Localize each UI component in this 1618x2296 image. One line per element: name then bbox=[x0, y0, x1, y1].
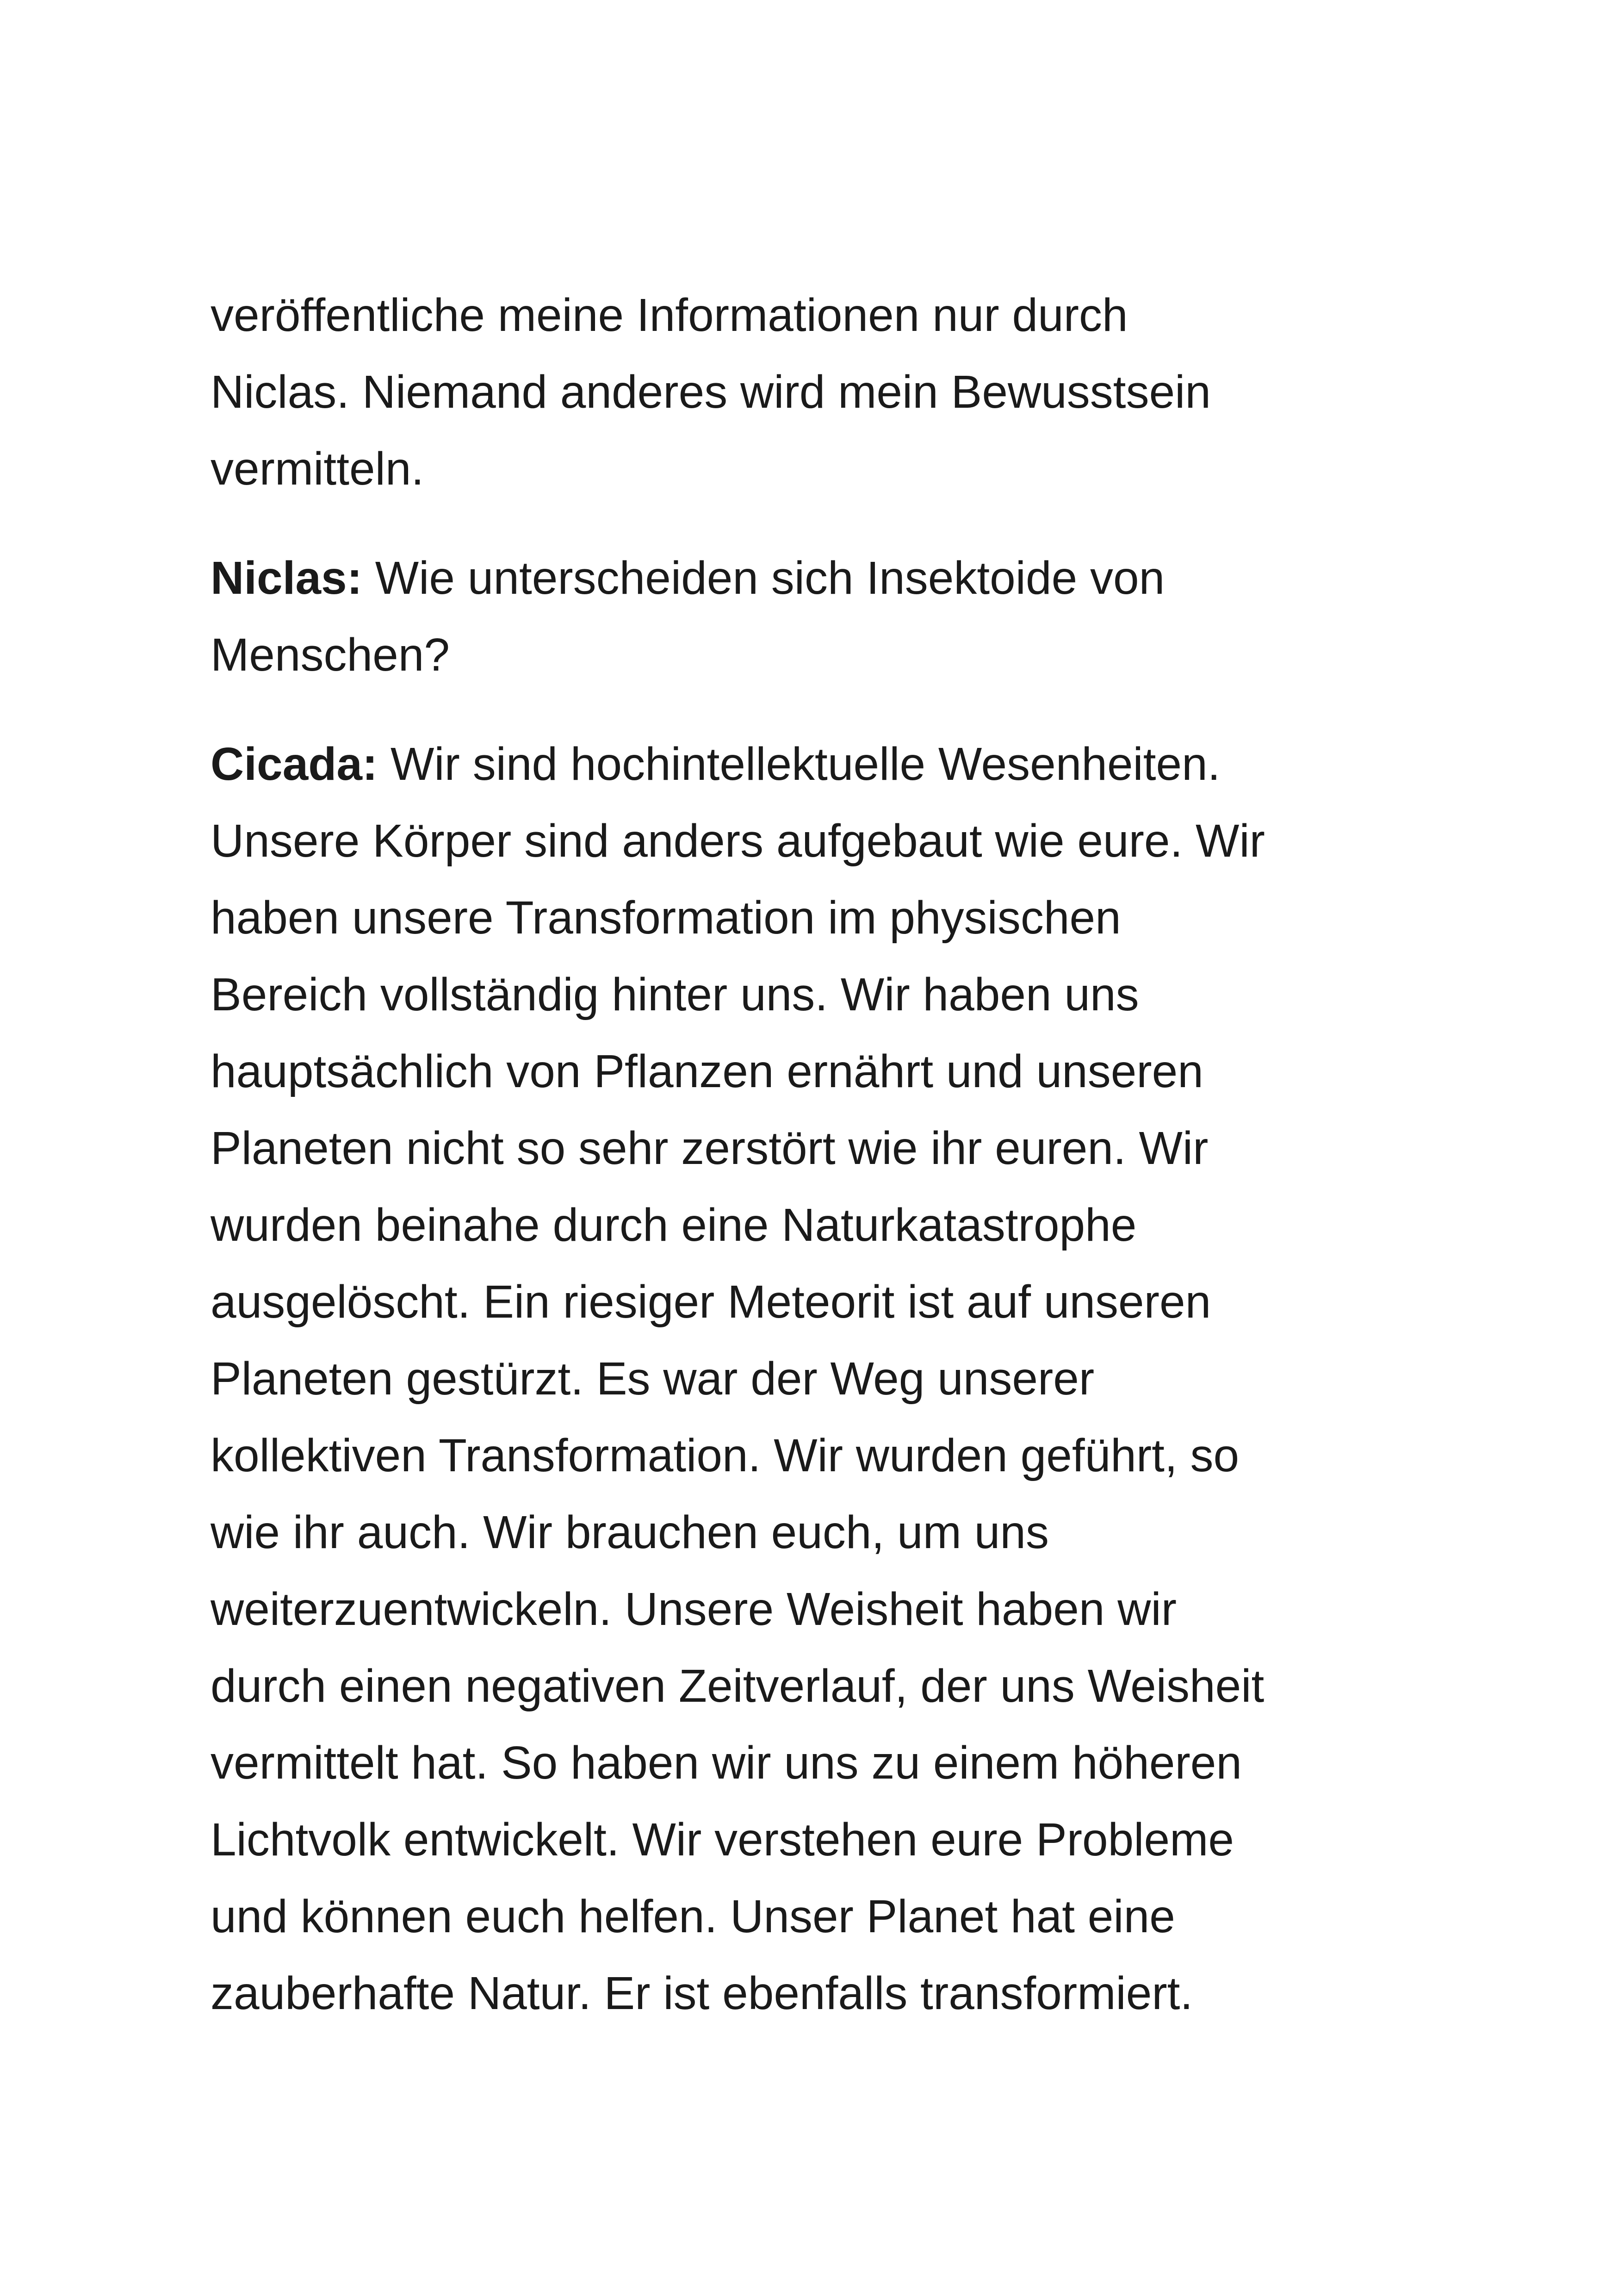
text-line: Unsere Körper sind anders aufgebaut wie eure. Wir bbox=[211, 815, 1265, 867]
text-line: und können euch helfen. Unser Planet hat eine bbox=[211, 1891, 1175, 1942]
document-body bbox=[211, 277, 1423, 2064]
text-line: Planeten gestürzt. Es war der Weg unserer bbox=[211, 1353, 1095, 1405]
text-line: vermitteln. bbox=[211, 443, 424, 495]
text-line: kollektiven Transformation. Wir wurden geführt, so bbox=[211, 1430, 1240, 1481]
speech-text: Wir sind hochintellektuelle Wesenheiten. bbox=[378, 738, 1221, 790]
text-line: weiterzuentwickeln. Unsere Weisheit haben wir bbox=[211, 1583, 1177, 1635]
text-line: veröffentliche meine Informationen nur durch bbox=[211, 289, 1128, 341]
text-line: vermittelt hat. So haben wir uns zu einem höheren bbox=[211, 1737, 1242, 1789]
text-line: Bereich vollständig hinter uns. Wir haben uns bbox=[211, 969, 1139, 1020]
speaker-label: Cicada: bbox=[211, 738, 378, 790]
paragraph-continuation bbox=[211, 277, 1423, 507]
text-line: Lichtvolk entwickelt. Wir verstehen eure Probleme bbox=[211, 1814, 1234, 1866]
text-line bbox=[211, 726, 1423, 803]
paragraph-cicada-answer bbox=[211, 726, 1423, 2032]
text-line bbox=[211, 540, 1423, 616]
text-line: wurden beinahe durch eine Naturkatastrophe bbox=[211, 1199, 1137, 1251]
text-line: zauberhafte Natur. Er ist ebenfalls transformiert. bbox=[211, 1967, 1193, 2019]
speech-text: Wie unterscheiden sich Insektoide von bbox=[362, 552, 1165, 604]
text-line: durch einen negativen Zeitverlauf, der uns Weisheit bbox=[211, 1660, 1265, 1712]
text-line: haben unsere Transformation im physischen bbox=[211, 892, 1121, 944]
text-line: Niclas. Niemand anderes wird mein Bewusstsein bbox=[211, 366, 1211, 418]
text-line: Menschen? bbox=[211, 629, 450, 681]
paragraph-niclas-question bbox=[211, 540, 1423, 693]
text-line: hauptsächlich von Pflanzen ernährt und unseren bbox=[211, 1045, 1203, 1097]
text-line: wie ihr auch. Wir brauchen euch, um uns bbox=[211, 1506, 1049, 1558]
speaker-label: Niclas: bbox=[211, 552, 362, 604]
text-line: ausgelöscht. Ein riesiger Meteorit ist auf unseren bbox=[211, 1276, 1211, 1328]
text-line: Planeten nicht so sehr zerstört wie ihr euren. Wir bbox=[211, 1122, 1209, 1174]
